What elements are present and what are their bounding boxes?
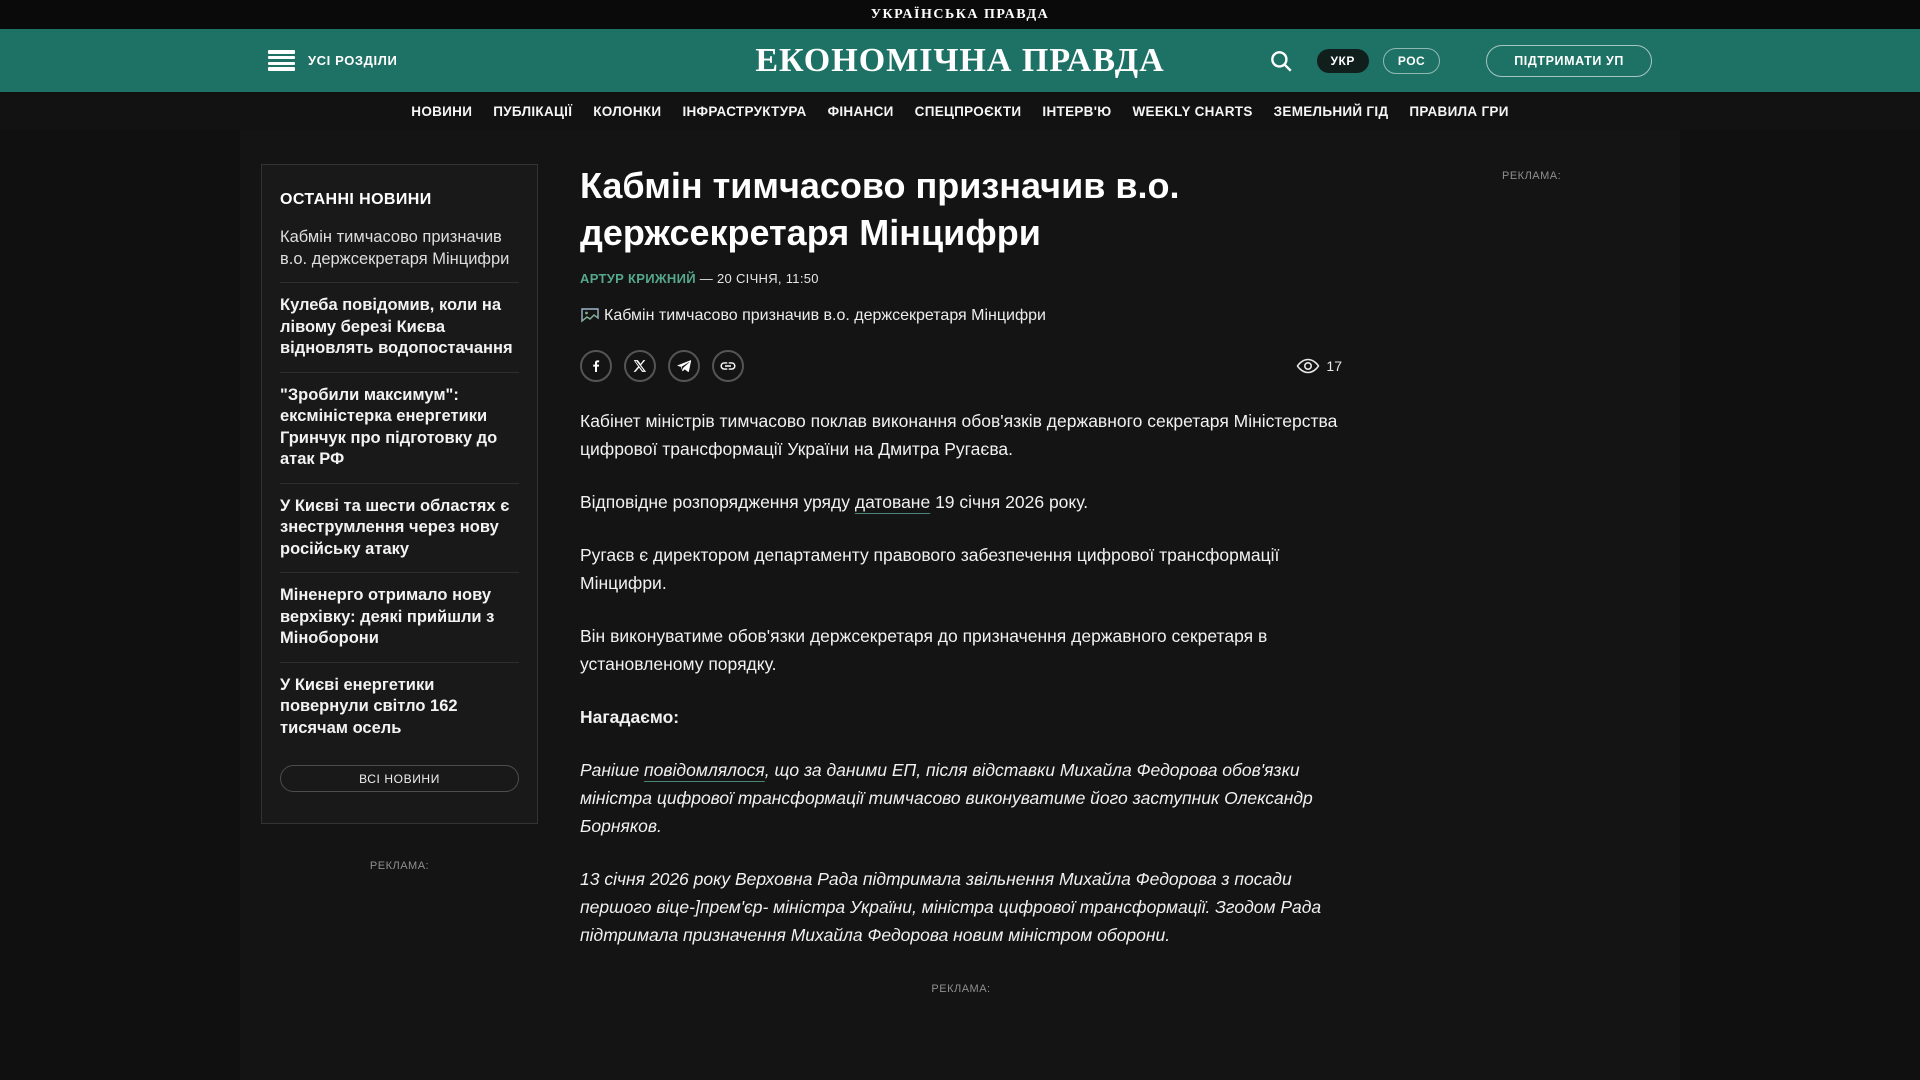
view-count: 17: [1326, 358, 1342, 374]
site-logo[interactable]: ЕКОНОМІЧНА ПРАВДА: [755, 41, 1165, 79]
all-sections-menu[interactable]: [268, 29, 397, 92]
support-up-button[interactable]: ПІДТРИМАТИ УП: [1486, 45, 1652, 77]
nav-item-finansy[interactable]: ФІНАНСИ: [827, 103, 894, 119]
list-item[interactable]: "Зробили максимум": ексміністерка енергетики Гринчук про підготовку до атак РФ: [280, 372, 519, 483]
all-sections-label: УСІ РОЗДІЛИ: [308, 53, 398, 68]
header-actions: [1267, 29, 1652, 92]
reminder-label: Нагадаємо:: [580, 707, 680, 727]
paragraph: Він виконуватиме обов'язки держсекретаря до призначення державного секретаря в установленому порядку.: [580, 626, 1268, 674]
ad-label-right: РЕКЛАМА:: [1502, 170, 1562, 182]
copy-link-button[interactable]: [712, 350, 744, 382]
view-counter: [1296, 357, 1342, 375]
telegram-icon: [676, 358, 692, 374]
share-bar: [580, 350, 1342, 382]
page-title: Кабмін тимчасово призначив в.о. держсекретаря Мінцифри: [580, 165, 1180, 253]
search-button[interactable]: [1267, 47, 1295, 75]
paragraph: 13 січня 2026 року Верховна Рада підтримала звільнення Михайла Федорова з посади першого віце-]прем'єр- міністра України, міністра цифрової трансформації. Згодом Рада підтримала призначення Михайла Федорова новим міністром оборони.: [580, 869, 1322, 945]
main-nav: [0, 92, 1920, 130]
reported-link[interactable]: повідомлялося: [644, 760, 765, 780]
link-icon: [719, 357, 737, 375]
paragraph: Ругаєв є директором департаменту правового забезпечення цифрової трансформації Мінцифри.: [580, 545, 1280, 593]
hamburger-menu-icon: [268, 50, 295, 70]
article-image-placeholder: [580, 307, 1342, 325]
nav-item-pravyla-hry[interactable]: ПРАВИЛА ГРИ: [1409, 103, 1509, 119]
latest-news-title: ОСТАННІ НОВИНИ: [280, 191, 432, 208]
share-telegram-button[interactable]: [668, 350, 700, 382]
paragraph: Кабінет міністрів тимчасово поклав виконання обов'язків державного секретаря Міністерства цифрової трансформації України на Дмитра Ругаєва.: [580, 411, 1338, 459]
ad-label-bottom: РЕКЛАМА:: [931, 983, 991, 995]
lang-toggle-ros[interactable]: РОС: [1383, 48, 1440, 74]
image-alt-text: Кабмін тимчасово призначив в.о. держсекретаря Мінцифри: [604, 307, 1046, 324]
search-icon: [1268, 48, 1294, 74]
share-facebook-button[interactable]: [580, 350, 612, 382]
topbar: [0, 0, 1920, 29]
byline: [580, 271, 1342, 286]
latest-news-panel: [261, 164, 538, 824]
broken-image-icon: [580, 307, 600, 325]
list-item[interactable]: Кабмін тимчасово призначив в.о. держсекретаря Мінцифри: [280, 228, 510, 268]
list-item[interactable]: У Києві енергетики повернули світло 162 тисячам осель: [280, 662, 519, 752]
publish-date: — 20 СІЧНЯ, 11:50: [695, 271, 819, 286]
nav-item-zemelnyi-hid[interactable]: ЗЕМЕЛЬНИЙ ГІД: [1273, 103, 1389, 119]
nav-item-kolonky[interactable]: КОЛОНКИ: [593, 103, 662, 119]
author-link[interactable]: АРТУР КРИЖНИЙ: [580, 271, 696, 286]
list-item[interactable]: Міненерго отримало нову верхівку: деякі прийшли з Міноборони: [280, 572, 519, 662]
nav-item-weekly-charts[interactable]: WEEKLY CHARTS: [1132, 103, 1253, 119]
paragraph: Відповідне розпорядження уряду датоване 19 січня 2026 року.: [580, 492, 1089, 512]
article: [580, 162, 1342, 995]
nav-item-infrastruktura[interactable]: ІНФРАСТРУКТУРА: [682, 103, 807, 119]
eye-icon: [1296, 357, 1320, 375]
x-icon: [633, 359, 647, 373]
facebook-icon: [588, 358, 604, 374]
dated-link[interactable]: датоване: [854, 492, 931, 512]
list-item[interactable]: Кулеба повідомив, коли на лівому березі Києва відновлять водопостачання: [280, 282, 519, 372]
nav-item-spetsproiekty[interactable]: СПЕЦПРОЄКТИ: [914, 103, 1022, 119]
lang-toggle-ukr[interactable]: УКР: [1317, 49, 1369, 73]
nav-item-novyny[interactable]: НОВИНИ: [411, 103, 473, 119]
paragraph: Раніше повідомлялося, що за даними ЕП, після відставки Михайла Федорова обов'язки міністра цифрової трансформації тимчасово виконуватиме його заступник Олександр Борняков.: [580, 760, 1313, 836]
list-item[interactable]: У Києві та шести областях є знеструмлення через нову російську атаку: [280, 483, 519, 573]
all-news-button[interactable]: ВСІ НОВИНИ: [280, 765, 519, 792]
ad-label-sidebar: РЕКЛАМА:: [369, 860, 430, 872]
nav-item-publikatsii[interactable]: ПУБЛІКАЦІЇ: [493, 103, 573, 119]
nav-item-interviu[interactable]: ІНТЕРВ'Ю: [1042, 103, 1112, 119]
ukrainska-pravda-link[interactable]: УКРАЇНСЬКА ПРАВДА: [870, 6, 1050, 22]
share-x-button[interactable]: [624, 350, 656, 382]
site-header: [0, 29, 1920, 92]
